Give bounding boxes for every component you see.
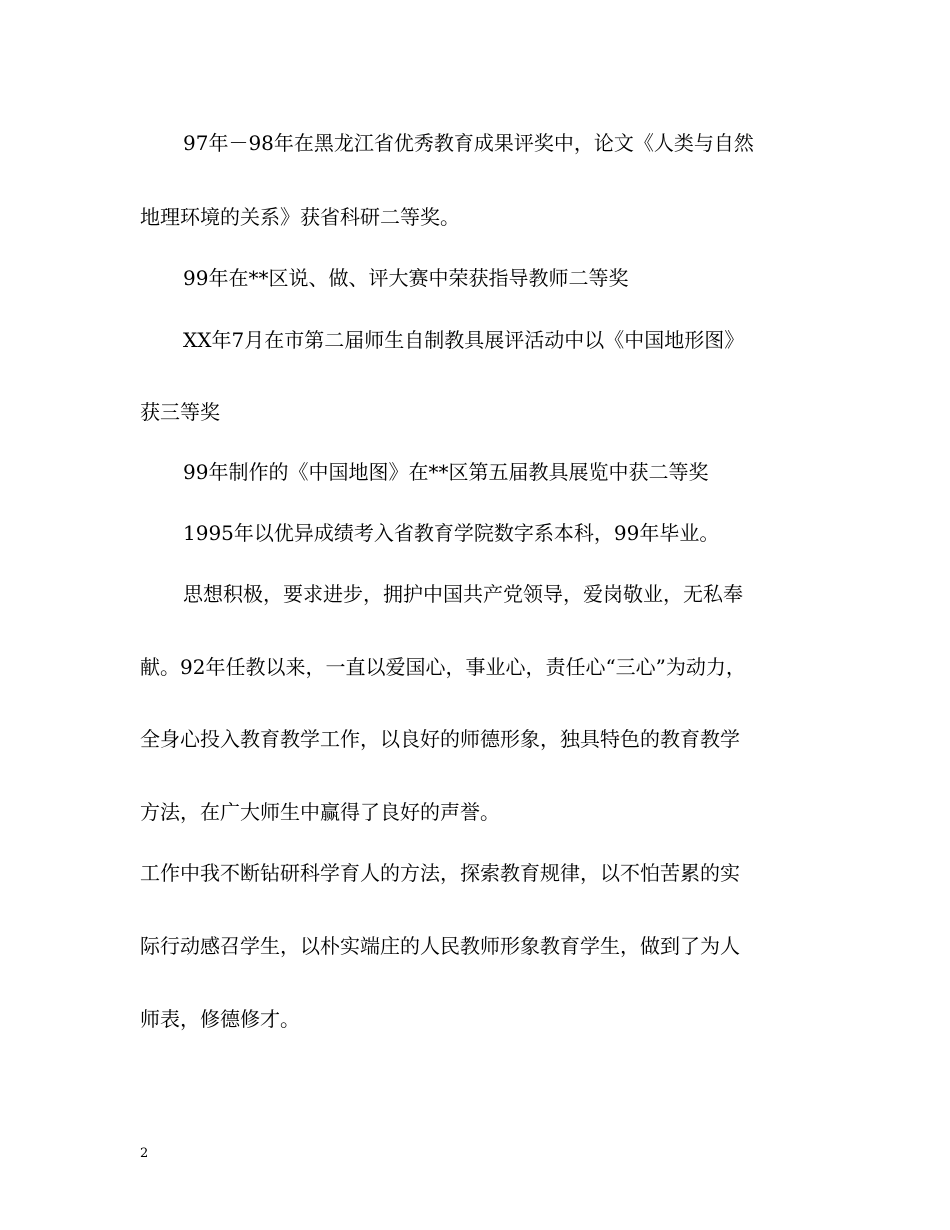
text-line-13: 际行动感召学生，以朴实端庄的人民教师形象教育学生，做到了为人: [140, 934, 740, 958]
text-line-14: 师表，修德修才。: [140, 1007, 300, 1031]
text-line-6: 99年制作的《中国地图》在**区第五届教具展览中获二等奖: [183, 460, 709, 484]
text-line-3: 99年在**区说、做、评大赛中荣获指导教师二等奖: [183, 266, 629, 290]
text-line-5: 获三等奖: [140, 400, 220, 424]
text-line-11: 方法，在广大师生中赢得了良好的声誉。: [140, 800, 500, 824]
text-line-1: 97年－98年在黑龙江省优秀教育成果评奖中，论文《人类与自然: [183, 131, 754, 155]
text-line-9: 献。92年任教以来，一直以爱国心，事业心，责任心“三心”为动力，: [140, 655, 746, 679]
text-line-2: 地理环境的关系》获省科研二等奖。: [140, 205, 460, 229]
text-line-10: 全身心投入教育教学工作，以良好的师德形象，独具特色的教育教学: [140, 727, 740, 751]
text-line-7: 1995年以优异成绩考入省教育学院数字系本科，99年毕业。: [183, 521, 720, 545]
text-line-4: XX年7月在市第二届师生自制教具展评活动中以《中国地形图》: [183, 328, 745, 352]
page-number: 2: [140, 1146, 149, 1161]
text-line-8: 思想积极，要求进步，拥护中国共产党领导，爱岗敬业，无私奉: [183, 582, 743, 606]
text-line-12: 工作中我不断钻研科学育人的方法，探索教育规律，以不怕苦累的实: [140, 861, 740, 885]
